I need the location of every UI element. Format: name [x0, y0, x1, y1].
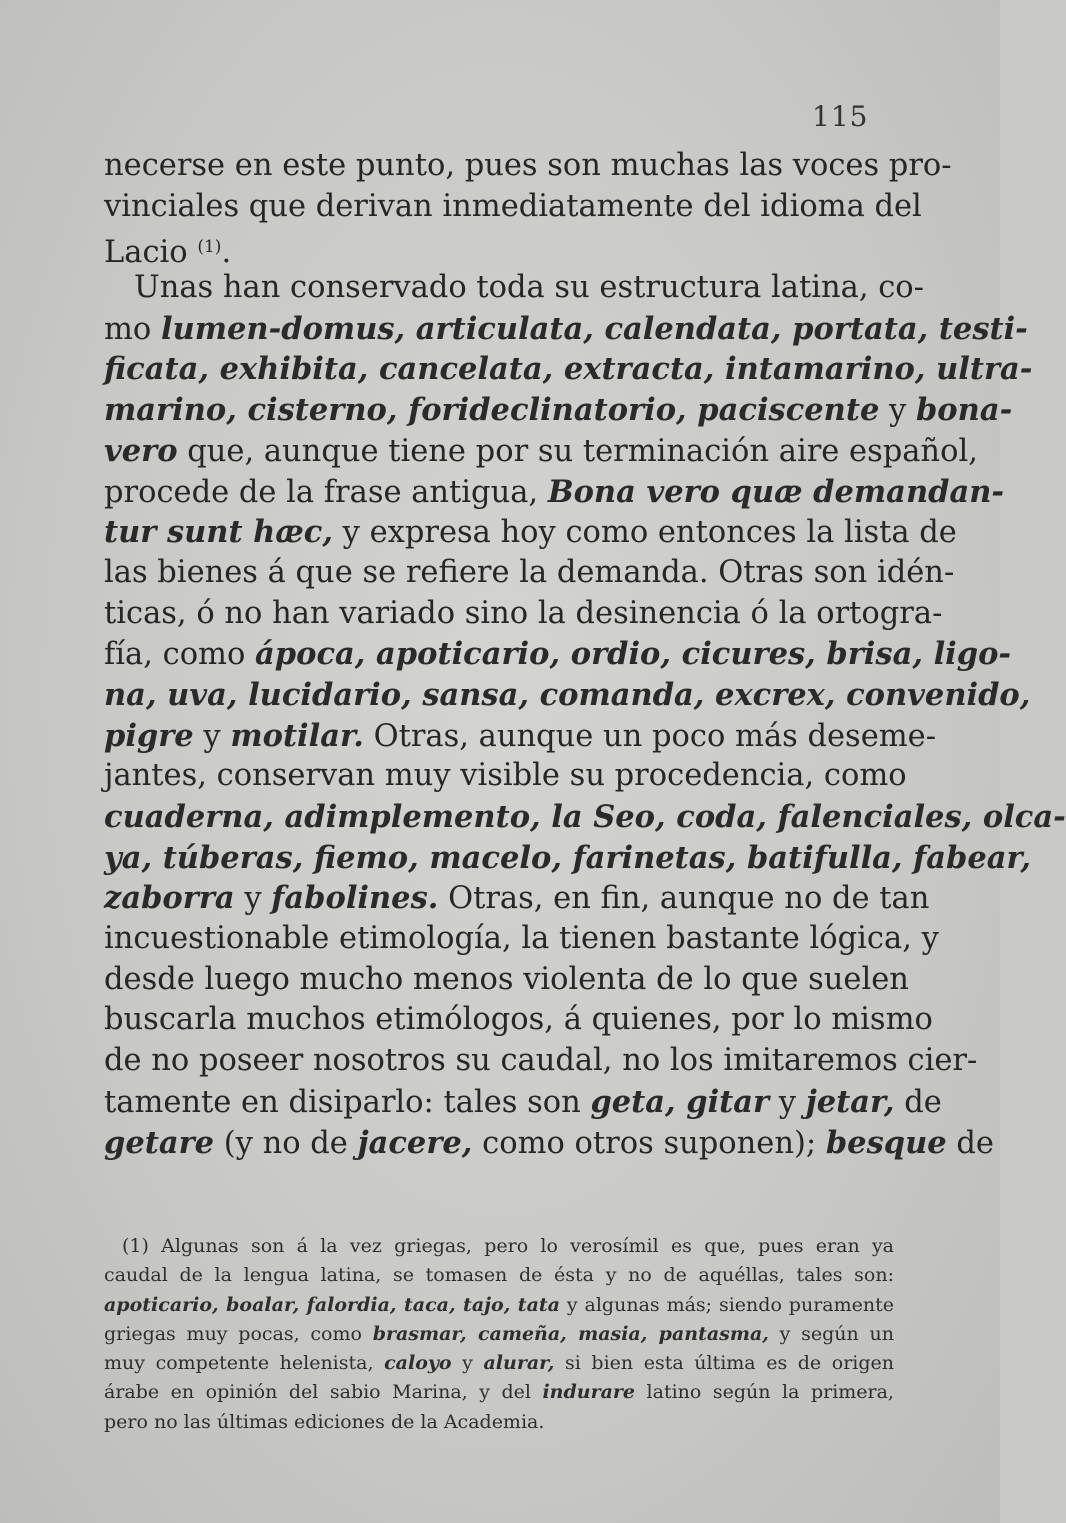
text-line: [104, 1378, 894, 1407]
text-line: [104, 756, 907, 797]
text-span: y expresa hoy como entonces la lista de: [332, 515, 957, 551]
italic-term: ápoca, apoticario, ordio, cicures, brisa, ligo-: [255, 636, 1012, 673]
text-span: de no poseer nosotros su caudal, no los imitaremos cier-: [104, 1043, 978, 1079]
text-span: Otras, en fin, aunque no de tan: [438, 881, 930, 917]
italic-term: marino, cisterno, forideclinatorio, paciscente: [104, 392, 880, 429]
text-line: [104, 1291, 894, 1320]
text-line: [104, 1261, 894, 1290]
text-span: Lacio: [104, 235, 198, 271]
italic-term: indurare: [542, 1381, 636, 1404]
page-number: 115: [812, 100, 869, 133]
italic-term: motilar.: [230, 717, 364, 754]
text-span: y: [193, 718, 231, 754]
text-line: [104, 472, 1005, 513]
text-span: (y no de: [214, 1125, 358, 1161]
text-line: [104, 675, 1031, 716]
text-line: [104, 349, 1033, 390]
text-span: como otros suponen);: [472, 1125, 826, 1161]
text-line: [104, 146, 952, 187]
italic-term: getare: [104, 1124, 215, 1161]
italic-term: na, uva, lucidario, sansa, comanda, excrex, convenido,: [104, 676, 1031, 713]
body-text: [104, 146, 1066, 1163]
text-span: pero no las últimas ediciones de la Academia.: [104, 1410, 545, 1433]
text-span: y: [879, 393, 916, 429]
text-line: [104, 1082, 942, 1123]
italic-term: Bona vero quæ demandan-: [547, 473, 1005, 510]
text-span: y: [451, 1352, 484, 1375]
text-line: [104, 227, 894, 271]
text-span: caudal de la lengua latina, se tomasen de ésta y no de aquéllas, tales son:: [104, 1264, 894, 1287]
text-line: [104, 878, 930, 919]
text-line: [104, 309, 1028, 350]
text-span: Otras, aunque un poco más deseme-: [363, 718, 937, 754]
italic-term: geta, gitar: [590, 1083, 770, 1120]
text-span: vinciales que derivan inmediatamente del idioma del: [104, 188, 922, 224]
italic-term: besque: [825, 1124, 947, 1161]
text-span: incuestionable etimología, la tienen bastante lógica, y: [104, 921, 939, 957]
text-span: buscarla muchos etimólogos, á quienes, por lo mismo: [104, 1002, 933, 1038]
text-span: si bien esta última es de origen: [554, 1352, 894, 1375]
text-span: (1) Algunas son á la vez griegas, pero lo verosímil es que, pues eran ya: [122, 1235, 894, 1257]
italic-term: tur sunt hæc,: [104, 514, 333, 551]
text-line: [104, 634, 1012, 675]
text-line: [104, 797, 1066, 838]
italic-term: caloyo: [384, 1352, 452, 1375]
footnote-reference: (1): [197, 237, 222, 258]
text-span: necerse en este punto, pues son muchas las voces pro-: [104, 148, 952, 183]
text-line: [104, 1123, 994, 1164]
text-span: muy competente helenista,: [104, 1352, 385, 1375]
text-span: que, aunque tiene por su terminación aire español,: [177, 433, 978, 469]
italic-term: apoticario, boalar, falordia, taca, tajo, tata: [104, 1293, 560, 1316]
text-line: [104, 1349, 894, 1378]
text-span: mo: [104, 311, 161, 347]
text-span: fía, como: [104, 637, 256, 673]
italic-term: alurar,: [483, 1352, 555, 1375]
text-span: tamente en disiparlo: tales son: [104, 1084, 591, 1120]
text-span: procede de la frase antigua,: [104, 474, 548, 510]
italic-term: jacere,: [357, 1124, 473, 1161]
text-line: [104, 431, 978, 472]
text-span: griegas muy pocas, como: [104, 1322, 373, 1345]
text-line: [104, 1320, 894, 1349]
italic-term: zaborra: [104, 880, 235, 917]
italic-term: ya, túberas, fiemo, macelo, farinetas, batifulla, fabear,: [104, 839, 1032, 876]
text-line: [104, 553, 955, 594]
italic-term: pigre: [104, 717, 194, 754]
text-span: Unas han conservado toda su estructura latina, co-: [134, 270, 924, 306]
text-span: de: [894, 1084, 942, 1120]
text-span: ticas, ó no han variado sino la desinencia ó la ortogra-: [104, 595, 943, 631]
text-line: [104, 594, 943, 635]
text-line: [104, 390, 1013, 431]
text-span: latino según la primera,: [635, 1381, 894, 1404]
text-span: de: [946, 1125, 994, 1161]
text-line: [104, 838, 1032, 879]
text-line: [104, 1408, 894, 1437]
text-span: las bienes á que se refiere la demanda. Otras son idén-: [104, 554, 955, 590]
text-span: árabe en opinión del sabio Marina, y del: [104, 1381, 543, 1404]
text-line: [104, 187, 922, 228]
italic-term: lumen-domus, articulata, calendata, portata, testi-: [160, 310, 1028, 347]
text-span: y: [234, 881, 272, 917]
text-span: jantes, conservan muy visible su procedencia, como: [104, 758, 907, 794]
text-line: [104, 1232, 894, 1261]
text-line: [104, 960, 909, 1001]
text-line: [104, 919, 939, 960]
footnote: [104, 1232, 894, 1437]
text-line: [104, 716, 937, 757]
text-line: [104, 512, 957, 553]
italic-term: fabolines.: [271, 880, 439, 917]
italic-term: vero: [104, 432, 178, 469]
italic-term: ficata, exhibita, cancelata, extracta, intamarino, ultra-: [104, 351, 1033, 388]
text-span: y según un: [768, 1322, 894, 1345]
text-span: y: [769, 1084, 806, 1120]
text-span: desde luego mucho menos violenta de lo que suelen: [104, 961, 909, 997]
text-span: .: [221, 235, 232, 271]
italic-term: bona-: [915, 392, 1013, 429]
italic-term: cuaderna, adimplemento, la Seo, coda, falenciales, olca-: [104, 799, 1066, 835]
text-span: y algunas más; siendo puramente: [559, 1293, 894, 1316]
text-line: [104, 268, 924, 309]
italic-term: brasmar, cameña, masia, pantasma,: [372, 1322, 769, 1345]
italic-term: jetar,: [805, 1083, 895, 1120]
text-line: [104, 1000, 933, 1041]
text-line: [104, 1041, 978, 1082]
